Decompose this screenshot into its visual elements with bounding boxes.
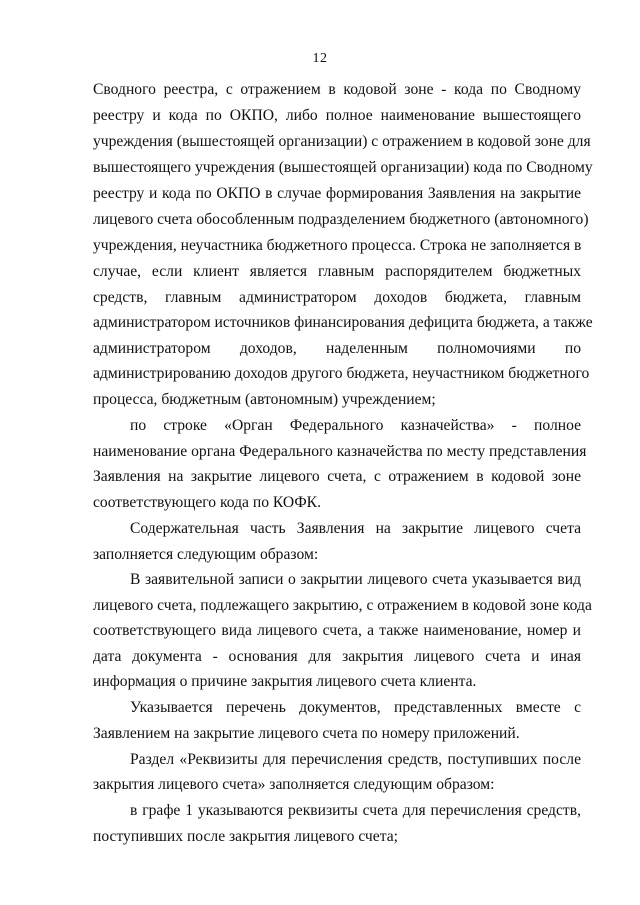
text-line: заполняется следующим образом: (93, 546, 319, 563)
text-line: процесса, бюджетным (автономным) учреждением; (93, 391, 436, 408)
text-line: лицевого счета обособленным подразделением бюджетного (автономного) (93, 211, 589, 228)
text-line: поступивших после закрытия лицевого счета; (93, 828, 398, 845)
text-line: в графе 1 указываются реквизиты счета для перечисления средств, (130, 802, 581, 819)
text-line: реестру и кода по ОКПО, либо полное наименование вышестоящего (93, 107, 581, 124)
text-line: вышестоящего учреждения (вышестоящей организации) кода по Сводному (93, 159, 593, 176)
text-line: администратором доходов, наделенным полномочиями по (93, 340, 581, 357)
text-line: закрытия лицевого счета» заполняется следующим образом: (93, 776, 495, 793)
text-line: Заявлением на закрытие лицевого счета по номеру приложений. (93, 725, 520, 742)
text-line: информация о причине закрытия лицевого счета клиента. (93, 673, 477, 690)
text-line: соответствующего кода по КОФК. (93, 494, 321, 511)
text-line: администратором источников финансирования дефицита бюджета, а также (93, 314, 593, 331)
text-line: реестру и кода по ОКПО в случае формирования Заявления на закрытие (93, 185, 581, 202)
text-line: соответствующего вида лицевого счета, а также наименование, номер и (93, 622, 581, 639)
text-line: Указывается перечень документов, представленных вместе с (130, 699, 581, 716)
page-number: 12 (312, 51, 328, 66)
text-line: Заявления на закрытие лицевого счета, с отражением в кодовой зоне (93, 468, 581, 485)
text-line: лицевого счета, подлежащего закрытию, с отражением в кодовой зоне кода (93, 597, 592, 614)
text-line: Содержательная часть Заявления на закрытие лицевого счета (130, 520, 581, 537)
text-line: наименование органа Федерального казначейства по месту представления (93, 443, 587, 460)
text-line: Раздел «Реквизиты для перечисления средств, поступивших после (130, 751, 581, 768)
text-line: случае, если клиент является главным распорядителем бюджетных (93, 263, 581, 280)
text-line: учреждения (вышестоящей организации) с отражением в кодовой зоне для (93, 133, 591, 150)
text-line: Сводного реестра, с отражением в кодовой зоне - кода по Сводному (93, 81, 581, 98)
text-line: средств, главным администратором доходов бюджета, главным (93, 289, 581, 306)
text-line: по строке «Орган Федерального казначейства» - полное (130, 417, 581, 434)
text-line: дата документа - основания для закрытия лицевого счета и иная (93, 648, 581, 665)
text-line: администрированию доходов другого бюджета, неучастником бюджетного (93, 365, 590, 382)
text-line: В заявительной записи о закрытии лицевого счета указывается вид (130, 571, 581, 588)
text-line: учреждения, неучастника бюджетного процесса. Строка не заполняется в (93, 237, 582, 254)
